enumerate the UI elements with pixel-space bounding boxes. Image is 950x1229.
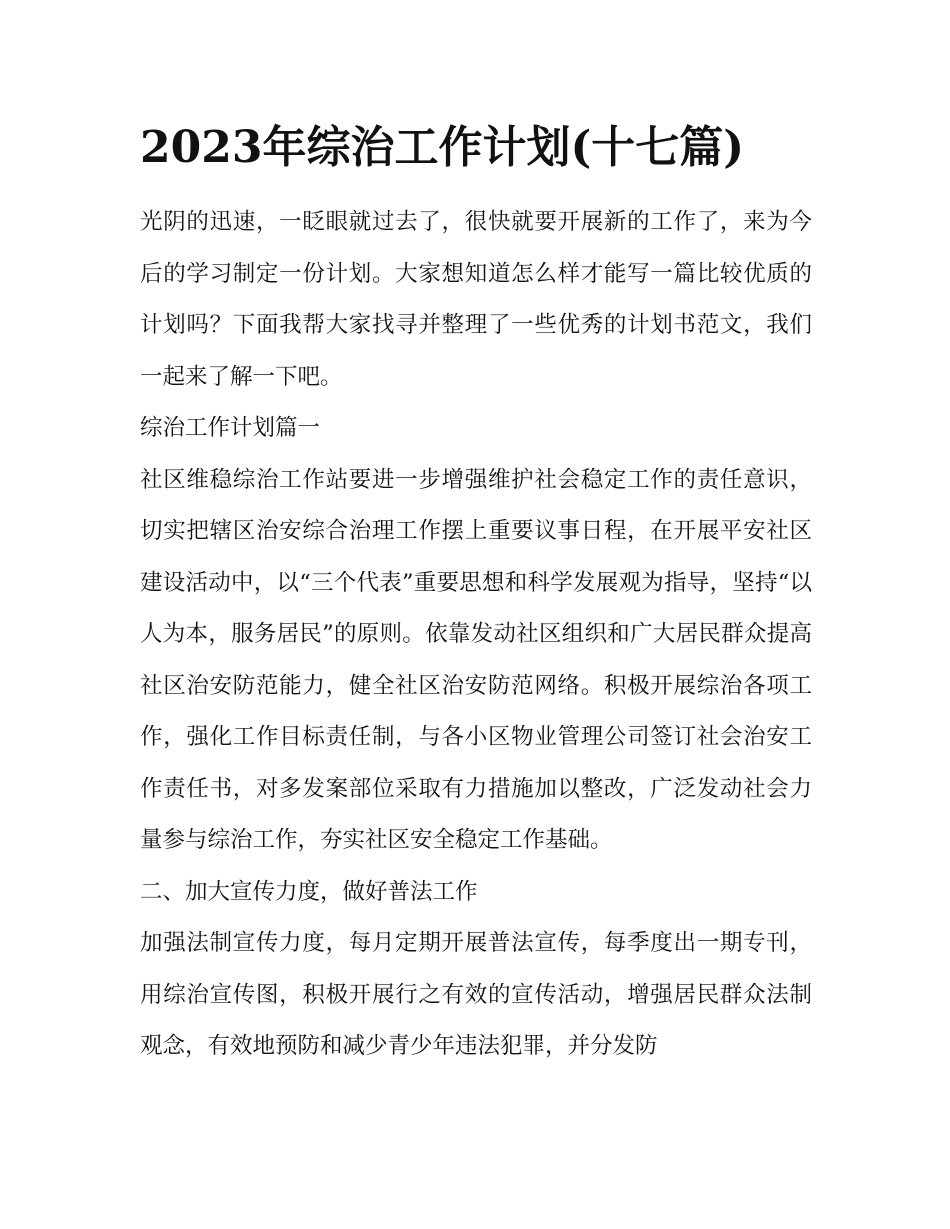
section-heading: 二、加大宣传力度，做好普法工作: [140, 878, 478, 905]
body-paragraph: 加强法制宣传力度，每月定期开展普法宣传，每季度出一期专刊，用综治宣传图，积极开展行之有效的宣传活动，增强居民群众法制观念，有效地预防和减少青少年违法犯罪，并分发防: [140, 930, 812, 1059]
section-heading: 综治工作计划篇一: [140, 415, 321, 441]
intro-paragraph: 光阴的迅速，一眨眼就过去了，很快就要开展新的工作了，来为今后的学习制定一份计划。大家想知道怎么样才能写一篇比较优质的计划吗？下面我帮大家找寻并整理了一些优秀的计划书范文，我们一起来了解一下吧。: [140, 209, 812, 390]
document-title: 2023年综治工作计划(十七篇): [140, 122, 745, 173]
document-body: [140, 197, 812, 1073]
body-paragraph: 社区维稳综治工作站要进一步增强维护社会稳定工作的责任意识，切实把辖区治安综合治理工作摆上重要议事日程，在开展平安社区建设活动中，以“三个代表”重要思想和科学发展观为指导，坚持“以人为本，服务居民”的原则。依靠发动社区组织和广大居民群众提高社区治安防范能力，健全社区治安防范网络。积极开展综治各项工作，强化工作目标责任制，与各小区物业管理公司签订社会治安工作责任书，对多发案部位采取有力措施加以整改，广泛发动社会力量参与综治工作，夯实社区安全稳定工作基础。: [140, 466, 812, 853]
